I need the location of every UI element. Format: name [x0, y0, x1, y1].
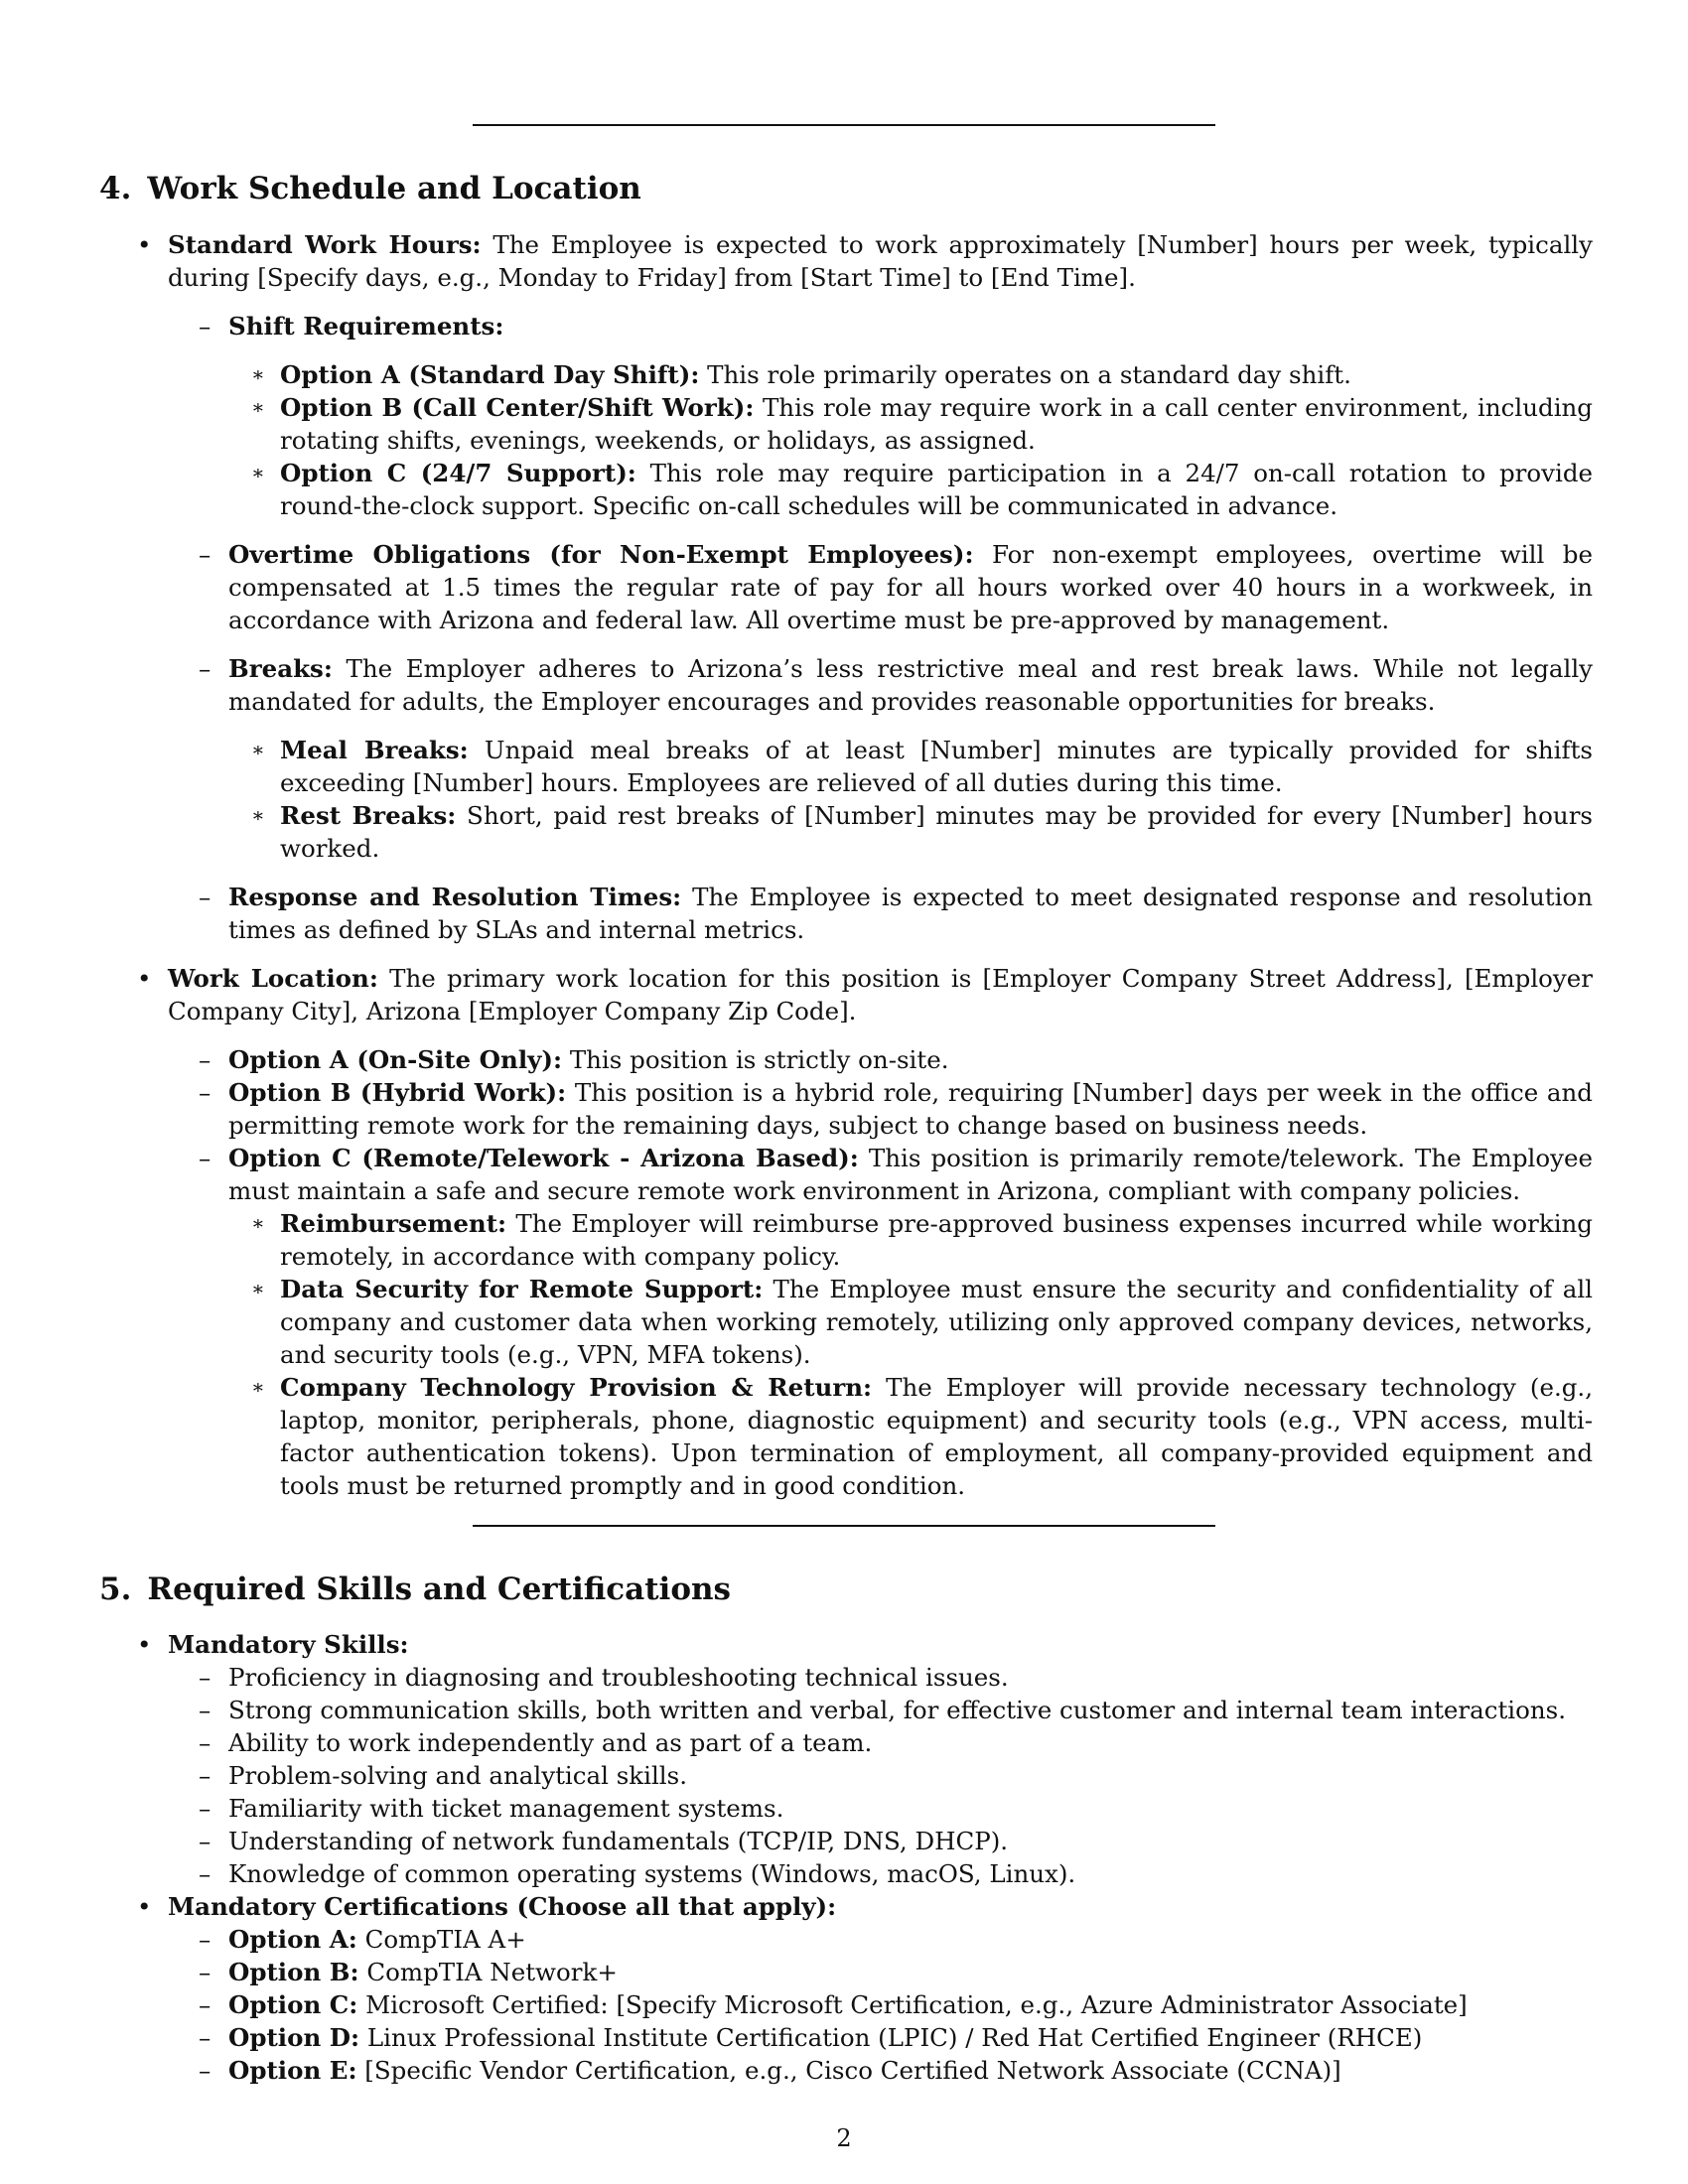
asterisk-marker: ∗ [251, 1277, 265, 1300]
bullet-list [0, 1628, 1688, 1661]
list-item-shift-option: ∗ Option A (Standard Day Shift): This role primarily operates on a standard day shift. [251, 360, 1351, 389]
sub-list [0, 1043, 1688, 1207]
list-item-response-times: – Response and Resolution Times: The Employee is expected to meet designated response and resolution times as defined by SLAs and internal metrics. [199, 883, 1593, 944]
dash-marker: – [199, 1696, 211, 1724]
list-item-shift-requirements: – Shift Requirements: [199, 312, 504, 341]
list-item-skill: – Ability to work independently and as part of a team. [199, 1728, 873, 1757]
dash-marker: – [199, 1663, 211, 1692]
asterisk-marker: ∗ [251, 395, 265, 419]
section-4-heading [99, 171, 641, 206]
list-item-mandatory-certifications: • Mandatory Certifications (Choose all that apply): [137, 1892, 837, 1921]
dash-marker: – [199, 1925, 211, 1954]
section-number: 4. [99, 171, 132, 206]
dash-marker: – [199, 1958, 211, 1986]
asterisk-marker: ∗ [251, 461, 265, 484]
dash-marker: – [199, 1761, 211, 1790]
list-item-break: ∗ Rest Breaks: Short, paid rest breaks of [Number] minutes may be provided for every [Number] hours worked. [251, 801, 1593, 863]
dash-marker: – [199, 883, 211, 911]
list-item-skill: – Familiarity with ticket management systems. [199, 1794, 784, 1823]
sub-list [0, 310, 1688, 342]
section-5-heading [99, 1571, 731, 1607]
list-item-work-location: • Work Location: The primary work location for this position is [Employer Company Street Address], [Employer Company City], Arizona [Employer Company Zip Code]. [137, 964, 1593, 1025]
sub-list [0, 881, 1688, 946]
list-item-certification: – Option D: Linux Professional Institute Certification (LPIC) / Red Hat Certified Engineer (RHCE) [199, 2023, 1423, 2052]
bullet-marker: • [137, 964, 152, 993]
dash-marker: – [199, 1827, 211, 1855]
list-item-mandatory-skills: • Mandatory Skills: [137, 1630, 409, 1659]
list-item-remote-policy: ∗ Reimbursement: The Employer will reimburse pre-approved business expenses incurred while working remotely, in accordance with company policy. [251, 1209, 1593, 1271]
bullet-list [0, 962, 1688, 1027]
section-4-body [0, 228, 1688, 1502]
list-item-breaks: – Breaks: The Employer adheres to Arizona’s less restrictive meal and rest break laws. While not legally mandated for adults, the Employer encourages and provides reasonable opportunities for breaks. [199, 654, 1594, 716]
sub-list [0, 538, 1688, 718]
list-item-remote-policy: ∗ Data Security for Remote Support: The Employee must ensure the security and confidentiality of all company and customer data when working remotely, utilizing only approved company devices, networks, and security tools (e.g., VPN, MFA tokens). [251, 1275, 1594, 1369]
sub-sub-list [0, 734, 1688, 865]
list-item-location-option: – Option B (Hybrid Work): This position is a hybrid role, requiring [Number] days per week in the office and permitting remote work for the remaining days, subject to change based on business needs. [199, 1078, 1593, 1140]
section-title: Required Skills and Certifications [147, 1571, 731, 1607]
dash-marker: – [199, 1794, 211, 1823]
list-item-standard-hours: • Standard Work Hours: The Employee is expected to work approximately [Number] hours per week, typically during [Specify days, e.g., Monday to Friday] from [Start Time] to [End Time]. [137, 230, 1593, 292]
dash-marker: – [199, 1144, 211, 1172]
section-5-body [0, 1628, 1688, 2087]
sub-sub-list [0, 1207, 1688, 1502]
list-item-location-option: – Option C (Remote/Telework - Arizona Based): This position is primarily remote/telework. The Employee must maintain a safe and secure remote work environment in Arizona, compliant with company policies. [199, 1144, 1593, 1205]
list-item-break: ∗ Meal Breaks: Unpaid meal breaks of at least [Number] minutes are typically provided for shifts exceeding [Number] hours. Employees are relieved of all duties during this time. [251, 736, 1593, 797]
certifications-list [0, 1923, 1688, 2087]
sub-sub-list [0, 358, 1688, 522]
list-item-certification: – Option A: CompTIA A+ [199, 1925, 526, 1954]
dash-marker: – [199, 1078, 211, 1107]
list-item-remote-policy: ∗ Company Technology Provision & Return: The Employer will provide necessary technology (e.g., laptop, monitor, peripherals, phone, diagnostic equipment) and security tools (e.g., VPN access, multi-factor authentication tokens). Upon termination of employment, all company-provided equipment and tools must be returned promptly and in good condition. [251, 1373, 1593, 1500]
bullet-list [0, 228, 1688, 294]
dash-marker: – [199, 654, 211, 683]
page-number: 2 [836, 2124, 852, 2152]
asterisk-marker: ∗ [251, 1375, 265, 1399]
asterisk-marker: ∗ [251, 362, 265, 386]
dash-marker: – [199, 540, 211, 569]
dash-marker: – [199, 2056, 211, 2085]
list-item-certification: – Option B: CompTIA Network+ [199, 1958, 618, 1986]
dash-marker: – [199, 1728, 211, 1757]
list-item-shift-option: ∗ Option B (Call Center/Shift Work): This role may require work in a call center environment, including rotating shifts, evenings, weekends, or holidays, as assigned. [251, 393, 1593, 455]
list-item-certification: – Option C: Microsoft Certified: [Specify Microsoft Certification, e.g., Azure Administrator Associate] [199, 1990, 1468, 2019]
list-item-skill: – Understanding of network fundamentals (TCP/IP, DNS, DHCP). [199, 1827, 1009, 1855]
list-item-shift-option: ∗ Option C (24/7 Support): This role may require participation in a 24/7 on-call rotation to provide round-the-clock support. Specific on-call schedules will be communicated in advance. [251, 459, 1593, 520]
list-item-overtime: – Overtime Obligations (for Non-Exempt Employees): For non-exempt employees, overtime will be compensated at 1.5 times the regular rate of pay for all hours worked over 40 hours in a workweek, in accordance with Arizona and federal law. All overtime must be pre-approved by management. [199, 540, 1593, 634]
dash-marker: – [199, 1045, 211, 1074]
list-item-skill: – Problem-solving and analytical skills. [199, 1761, 688, 1790]
list-item-certification: – Option E: [Specific Vendor Certification, e.g., Cisco Certified Network Associate (CCNA)] [199, 2056, 1341, 2085]
section-number: 5. [99, 1571, 132, 1607]
bullet-marker: • [137, 1892, 152, 1921]
bullet-list [0, 1890, 1688, 1923]
list-item-skill: – Knowledge of common operating systems (Windows, macOS, Linux). [199, 1859, 1076, 1888]
dash-marker: – [199, 1990, 211, 2019]
dash-marker: – [199, 312, 211, 341]
skills-list [0, 1661, 1688, 1890]
asterisk-marker: ∗ [251, 738, 265, 761]
bullet-marker: • [137, 1630, 152, 1659]
section-title: Work Schedule and Location [147, 171, 641, 206]
asterisk-marker: ∗ [251, 803, 265, 827]
list-item-skill: – Strong communication skills, both written and verbal, for effective customer and internal team interactions. [199, 1696, 1567, 1724]
asterisk-marker: ∗ [251, 1211, 265, 1235]
horizontal-rule [473, 124, 1215, 126]
list-item-skill: – Proficiency in diagnosing and troubleshooting technical issues. [199, 1663, 1009, 1692]
dash-marker: – [199, 1859, 211, 1888]
horizontal-rule [473, 1525, 1215, 1527]
dash-marker: – [199, 2023, 211, 2052]
list-item-location-option: – Option A (On-Site Only): This position is strictly on-site. [199, 1045, 949, 1074]
bullet-marker: • [137, 230, 152, 259]
